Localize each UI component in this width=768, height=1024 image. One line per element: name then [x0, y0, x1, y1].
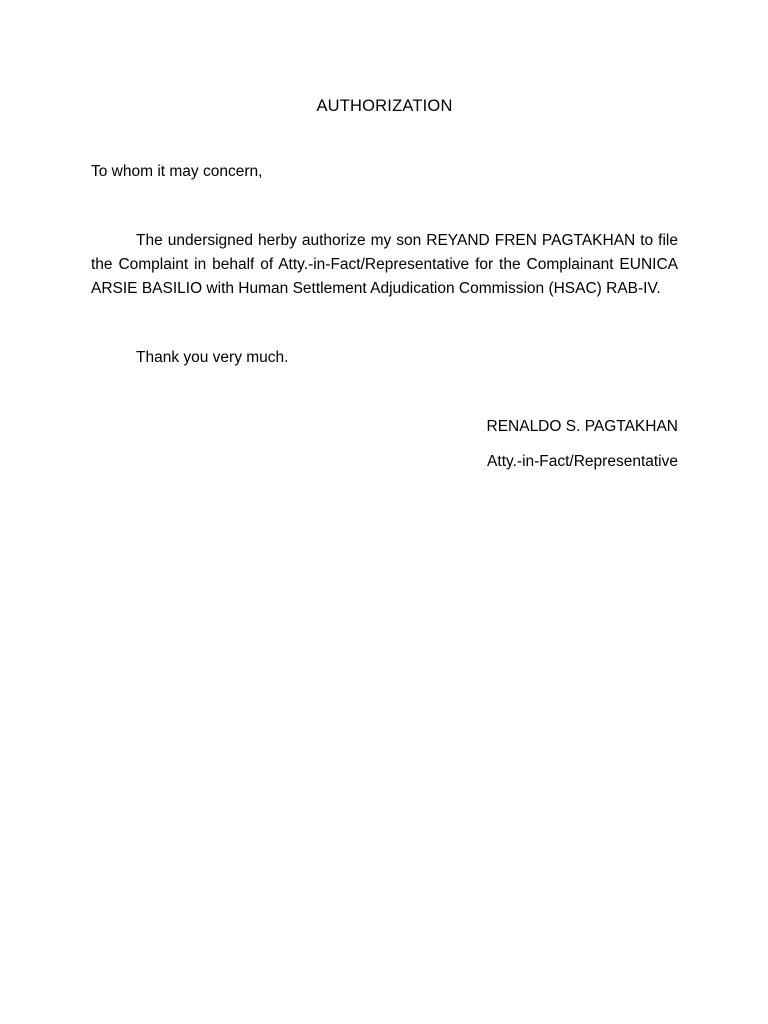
signature-block	[91, 415, 678, 474]
document-title: AUTHORIZATION	[316, 97, 453, 115]
closing-line: Thank you very much.	[136, 349, 289, 366]
salutation: To whom it may concern,	[91, 163, 263, 180]
document-content	[91, 94, 678, 474]
signatory-name: RENALDO S. PAGTAKHAN	[486, 418, 678, 435]
signatory-title: Atty.-in-Fact/Representative	[487, 453, 678, 470]
authorization-paragraph: The undersigned herby authorize my son REYAND FREN PAGTAKHAN to file the Complaint in behalf of Atty.-in-Fact/Representative for the Complainant EUNICA ARSIE BASILIO with Human Settlement Adjudication Commission (HSAC) RAB-IV.	[91, 232, 678, 297]
